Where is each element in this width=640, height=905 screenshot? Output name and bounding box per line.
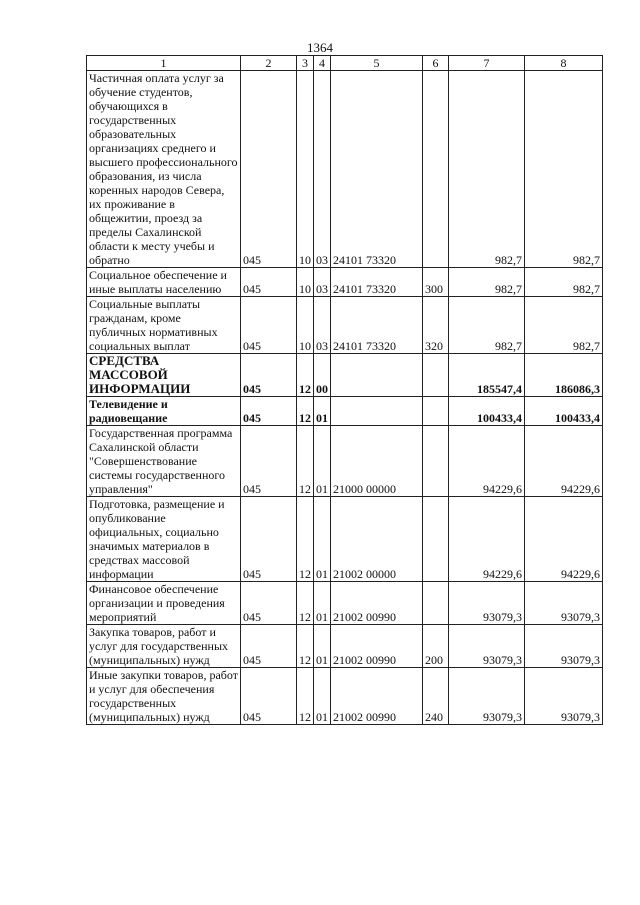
table-row	[87, 582, 603, 625]
cell-amount-year2: 186086,3	[525, 354, 603, 397]
cell-ministry-code: 045	[241, 71, 297, 268]
table-row	[87, 397, 603, 426]
cell-target-article: 21002 00990	[331, 582, 423, 625]
cell-amount-year2: 94229,6	[525, 426, 603, 497]
cell-section: 12	[297, 397, 314, 426]
cell-subsection: 01	[314, 497, 331, 582]
table-row	[87, 71, 603, 268]
header-cell: 2	[241, 56, 297, 71]
cell-amount-year1: 982,7	[449, 297, 525, 354]
cell-amount-year2: 982,7	[525, 297, 603, 354]
cell-amount-year1: 100433,4	[449, 397, 525, 426]
cell-subsection: 03	[314, 71, 331, 268]
cell-expense-type	[423, 582, 449, 625]
cell-amount-year1: 982,7	[449, 71, 525, 268]
cell-expense-type: 240	[423, 668, 449, 725]
cell-ministry-code: 045	[241, 397, 297, 426]
cell-expense-type	[423, 497, 449, 582]
row-name: Социальное обеспечение и иные выплаты населению	[87, 268, 241, 297]
cell-target-article	[331, 354, 423, 397]
table-row	[87, 625, 603, 668]
cell-section: 12	[297, 497, 314, 582]
row-name: Частичная оплата услуг за обучение студентов, обучающихся в государственных образовательных организациях среднего и высшего профессионального образования, из числа коренных народов Севера, их проживание в общежитии, проезд за пределы Сахалинской области к месту учебы и обратно	[87, 71, 241, 268]
cell-target-article	[331, 397, 423, 426]
table-row	[87, 426, 603, 497]
cell-ministry-code: 045	[241, 268, 297, 297]
cell-amount-year2: 100433,4	[525, 397, 603, 426]
cell-ministry-code: 045	[241, 297, 297, 354]
cell-amount-year2: 94229,6	[525, 497, 603, 582]
row-name: Телевидение и радиовещание	[87, 397, 241, 426]
cell-target-article: 21000 00000	[331, 426, 423, 497]
cell-ministry-code: 045	[241, 625, 297, 668]
header-row	[87, 56, 603, 71]
table-row	[87, 354, 603, 397]
cell-amount-year2: 93079,3	[525, 625, 603, 668]
cell-ministry-code: 045	[241, 354, 297, 397]
cell-section: 10	[297, 71, 314, 268]
cell-target-article: 24101 73320	[331, 268, 423, 297]
cell-subsection: 01	[314, 426, 331, 497]
table-row	[87, 268, 603, 297]
cell-amount-year1: 93079,3	[449, 668, 525, 725]
cell-section: 12	[297, 426, 314, 497]
cell-subsection: 00	[314, 354, 331, 397]
row-name: Финансовое обеспечение организации и проведения мероприятий	[87, 582, 241, 625]
table-row	[87, 297, 603, 354]
header-cell: 8	[525, 56, 603, 71]
cell-ministry-code: 045	[241, 497, 297, 582]
cell-expense-type: 200	[423, 625, 449, 668]
cell-expense-type	[423, 71, 449, 268]
row-name: Закупка товаров, работ и услуг для государственных (муниципальных) нужд	[87, 625, 241, 668]
row-name: Иные закупки товаров, работ и услуг для обеспечения государственных (муниципальных) нужд	[87, 668, 241, 725]
page-number: 1364	[307, 40, 333, 55]
cell-section: 10	[297, 268, 314, 297]
cell-amount-year2: 982,7	[525, 268, 603, 297]
header-cell: 6	[423, 56, 449, 71]
cell-amount-year2: 93079,3	[525, 582, 603, 625]
cell-expense-type: 300	[423, 268, 449, 297]
cell-amount-year2: 982,7	[525, 71, 603, 268]
cell-target-article: 21002 00990	[331, 668, 423, 725]
cell-expense-type	[423, 354, 449, 397]
cell-section: 12	[297, 668, 314, 725]
cell-ministry-code: 045	[241, 426, 297, 497]
budget-table	[86, 55, 603, 725]
cell-section: 12	[297, 354, 314, 397]
header-cell: 7	[449, 56, 525, 71]
row-name: Государственная программа Сахалинской области "Совершенствование системы государственного управления"	[87, 426, 241, 497]
cell-expense-type: 320	[423, 297, 449, 354]
cell-target-article: 24101 73320	[331, 297, 423, 354]
cell-amount-year1: 94229,6	[449, 497, 525, 582]
cell-subsection: 01	[314, 625, 331, 668]
cell-subsection: 03	[314, 297, 331, 354]
cell-expense-type	[423, 426, 449, 497]
cell-amount-year1: 94229,6	[449, 426, 525, 497]
cell-amount-year1: 185547,4	[449, 354, 525, 397]
cell-amount-year2: 93079,3	[525, 668, 603, 725]
row-name: Подготовка, размещение и опубликование официальных, социально значимых материалов в средствах массовой информации	[87, 497, 241, 582]
cell-subsection: 01	[314, 582, 331, 625]
table-row	[87, 497, 603, 582]
cell-subsection: 01	[314, 397, 331, 426]
header-cell: 5	[331, 56, 423, 71]
cell-subsection: 03	[314, 268, 331, 297]
header-cell: 1	[87, 56, 241, 71]
cell-target-article: 21002 00000	[331, 497, 423, 582]
cell-section: 10	[297, 297, 314, 354]
row-name: Социальные выплаты гражданам, кроме публичных нормативных социальных выплат	[87, 297, 241, 354]
cell-amount-year1: 93079,3	[449, 582, 525, 625]
cell-target-article: 21002 00990	[331, 625, 423, 668]
cell-amount-year1: 982,7	[449, 268, 525, 297]
cell-subsection: 01	[314, 668, 331, 725]
header-cell: 3	[297, 56, 314, 71]
cell-expense-type	[423, 397, 449, 426]
cell-section: 12	[297, 582, 314, 625]
header-cell: 4	[314, 56, 331, 71]
cell-target-article: 24101 73320	[331, 71, 423, 268]
cell-ministry-code: 045	[241, 668, 297, 725]
cell-ministry-code: 045	[241, 582, 297, 625]
table-row	[87, 668, 603, 725]
row-name: СРЕДСТВА МАССОВОЙ ИНФОРМАЦИИ	[87, 354, 241, 397]
cell-section: 12	[297, 625, 314, 668]
cell-amount-year1: 93079,3	[449, 625, 525, 668]
